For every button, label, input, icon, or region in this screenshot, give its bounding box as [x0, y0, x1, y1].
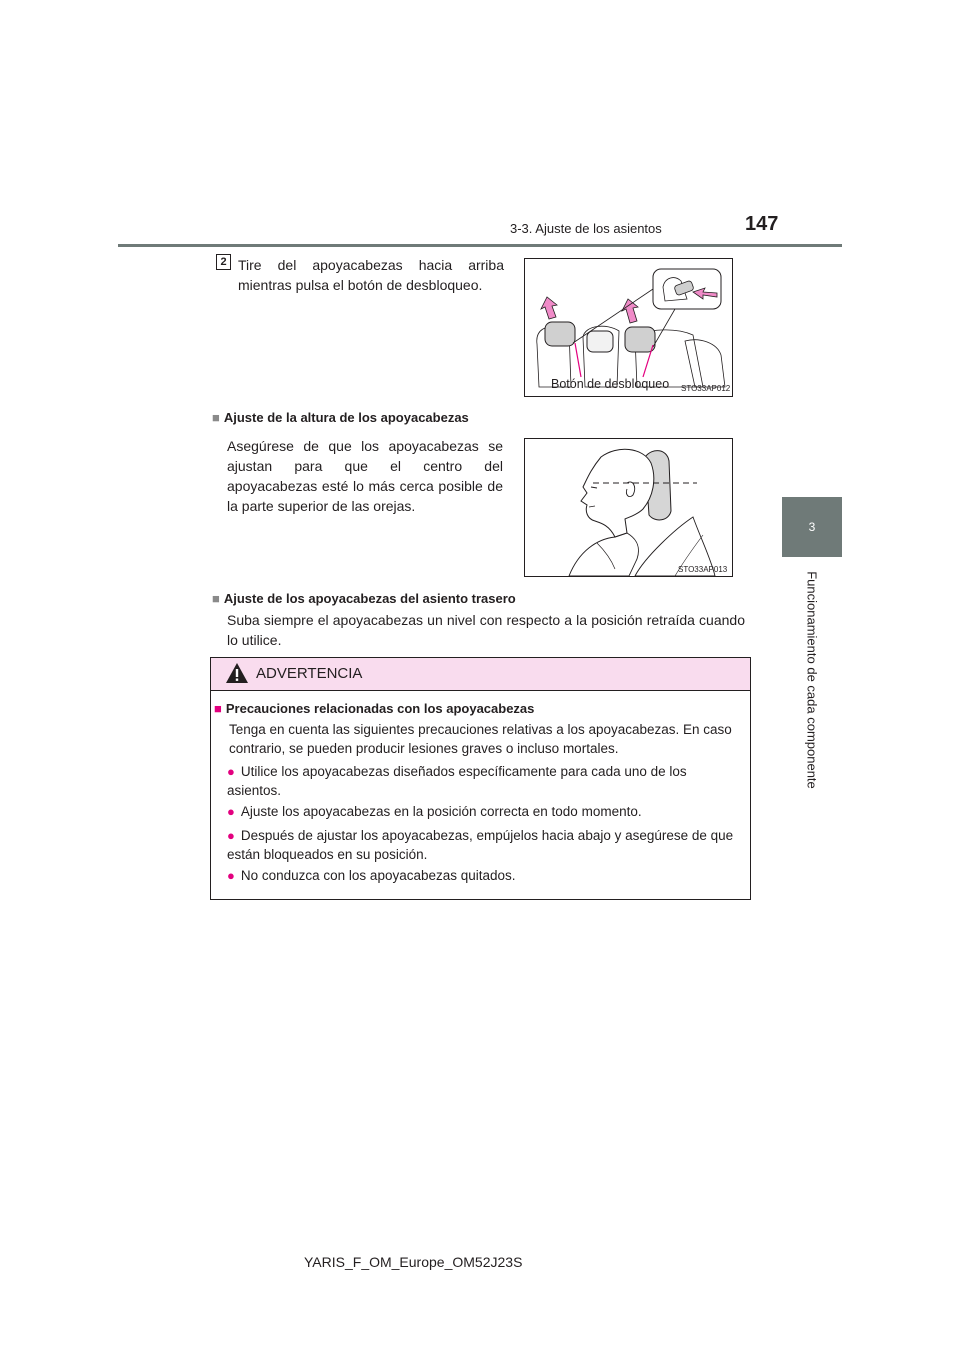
warning-title: ADVERTENCIA — [256, 665, 363, 682]
height-section-text: Asegúrese de que los apoyacabezas se ajustan para que el centro del apoyacabezas esté lo más cerca posible de la parte superior de las orejas. — [227, 438, 503, 514]
headrest-release-illustration — [525, 259, 732, 396]
figure-code: STO33AP013 — [678, 565, 728, 574]
figure-code: STO33AP012 — [681, 384, 731, 393]
headrest-height-figure — [524, 438, 733, 577]
head-profile-illustration — [525, 439, 732, 576]
circle-bullet-icon: ● — [227, 764, 235, 779]
height-section-heading: ■ Ajuste de la altura de los apoyacabezas — [212, 410, 469, 425]
warning-heading: ■ Precauciones relacionadas con los apoyacabezas — [214, 701, 535, 716]
warning-bullet: ● Después de ajustar los apoyacabezas, empújelos hacia abajo y asegúrese de que están bloqueados en su posición. — [227, 828, 734, 862]
square-bullet-icon: ■ — [212, 410, 220, 425]
release-button-callout: Botón de desbloqueo — [551, 377, 670, 391]
headrest-release-figure — [524, 258, 733, 397]
page-number: 147 — [745, 213, 779, 235]
chapter-side-label: Funcionamiento de cada componente — [804, 571, 820, 789]
circle-bullet-icon: ● — [227, 868, 235, 883]
warning-intro: Tenga en cuenta las siguientes precauciones relativas a los apoyacabezas. En caso contrario, se pueden producir lesiones graves o incluso mortales. — [229, 722, 732, 756]
rear-section-heading: ■ Ajuste de los apoyacabezas del asiento trasero — [212, 591, 516, 606]
warning-triangle-icon — [225, 662, 249, 689]
circle-bullet-icon: ● — [227, 804, 235, 819]
step-number-badge: 2 — [216, 254, 231, 270]
warning-bullet: ● No conduzca con los apoyacabezas quitados. — [227, 868, 516, 883]
square-bullet-icon: ■ — [212, 591, 220, 606]
square-bullet-icon: ■ — [214, 701, 222, 716]
rear-section-text: Suba siempre el apoyacabezas un nivel con respecto a la posición retraída cuando lo utilice. — [227, 612, 745, 648]
step-2-text: Tire del apoyacabezas hacia arriba mientras pulsa el botón de desbloqueo. — [238, 257, 504, 293]
document-footer-code: YARIS_F_OM_Europe_OM52J23S — [304, 1254, 523, 1270]
section-title: 3-3. Ajuste de los asientos — [510, 221, 662, 236]
warning-bullet: ● Ajuste los apoyacabezas en la posición correcta en todo momento. — [227, 804, 642, 819]
header-rule — [118, 244, 842, 247]
chapter-tab-number: 3 — [808, 520, 816, 534]
warning-bullet: ● Utilice los apoyacabezas diseñados específicamente para cada uno de los asientos. — [227, 764, 687, 798]
circle-bullet-icon: ● — [227, 828, 235, 843]
